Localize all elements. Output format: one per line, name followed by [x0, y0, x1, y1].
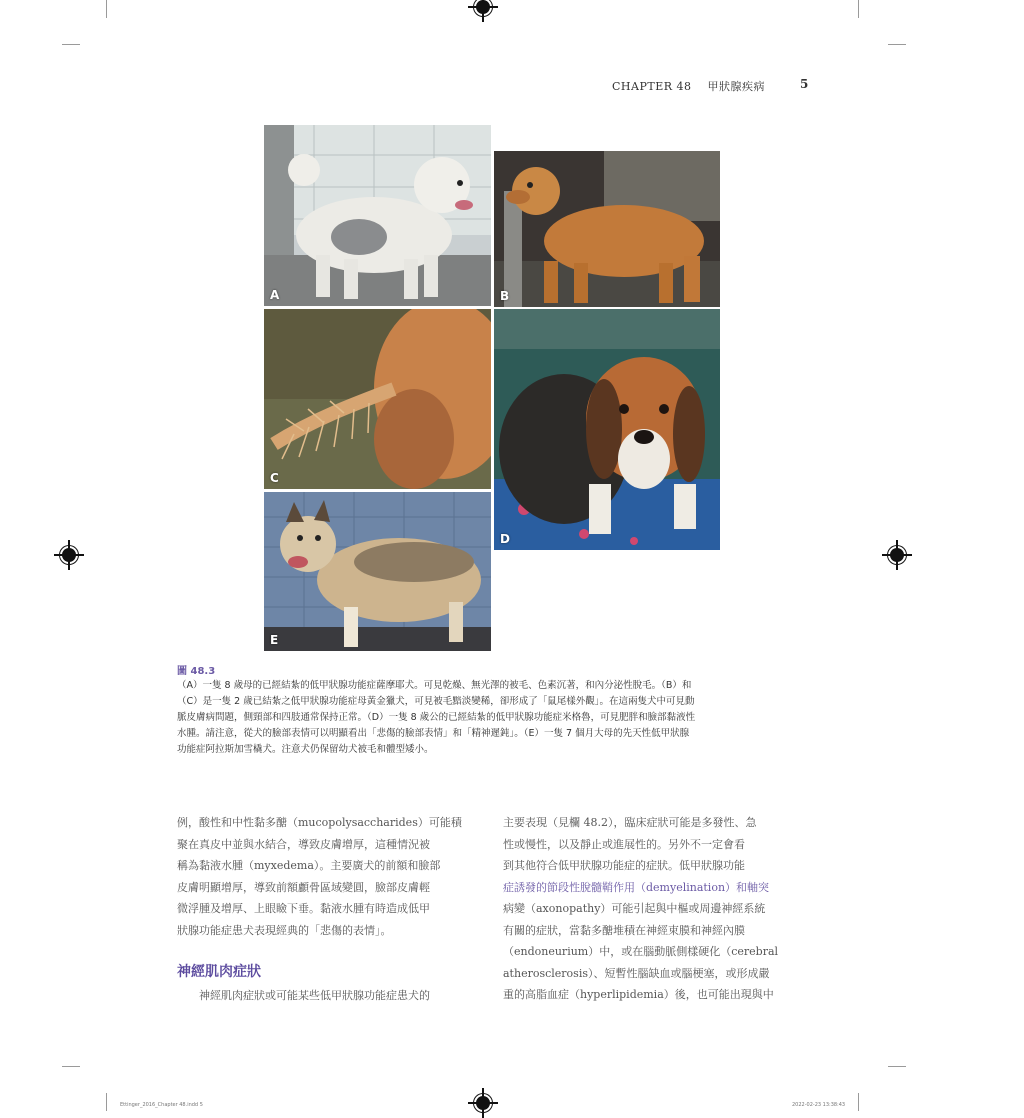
crop-mark	[62, 44, 80, 45]
body-line: 主要表現（見欄 48.2），臨床症狀可能是多發性、急	[503, 816, 757, 829]
figure-label: 圖 48.3	[177, 666, 216, 677]
right-column	[503, 812, 803, 1006]
figure-panel-a	[264, 125, 491, 306]
body-line: 稱為黏液水腫（myxedema）。主要廣犬的前額和臉部	[177, 859, 441, 872]
registration-mark-icon	[476, 1096, 490, 1110]
crop-mark	[106, 1093, 107, 1111]
body-line: 聚在真皮中並與水結合，導致皮膚增厚，這種情況被	[177, 837, 430, 851]
chapter-label: CHAPTER 48	[612, 80, 692, 93]
crop-mark	[858, 1093, 859, 1111]
section-heading: 神經肌肉症狀	[177, 964, 261, 980]
beagle-photo	[494, 309, 720, 550]
registration-mark-icon	[890, 548, 904, 562]
body-line: 有關的症狀，當黏多醣堆積在神經束膜和神經內膜	[503, 923, 745, 937]
figure-panel-c	[264, 309, 491, 489]
tail-closeup-photo	[264, 309, 491, 489]
golden-dog-photo	[494, 151, 720, 307]
registration-mark-icon	[476, 0, 490, 14]
crop-mark	[888, 44, 906, 45]
chapter-title: 甲狀腺疾病	[707, 80, 765, 93]
figure-panel-d	[494, 309, 720, 550]
figure-panel-e	[264, 492, 491, 651]
crop-mark	[62, 1066, 80, 1067]
crop-mark	[888, 1066, 906, 1067]
husky-mix-photo	[264, 492, 491, 651]
panel-letter: C	[270, 471, 279, 485]
body-line: 到其他符合低甲狀腺功能症的症狀。低甲狀腺功能	[503, 859, 745, 872]
panel-letter: E	[270, 633, 279, 647]
figure-panel-b	[494, 151, 720, 307]
body-line: 病變（axonopathy）可能引起與中樞或周邊神經系統	[503, 902, 766, 915]
running-head	[612, 78, 765, 94]
body-line: 性或慢性，以及靜止或進展性的。另外不一定會看	[503, 837, 745, 851]
white-dog-photo	[264, 125, 491, 306]
caption-line: 脈皮膚病問題，側頸部和四肢通常保持正常。（D）一隻 8 歲公的已經結紮的低甲狀腺功能症米格魯，可見肥胖和臉部黏液性	[177, 712, 696, 723]
page-number: 5	[800, 77, 809, 91]
crop-mark	[106, 0, 107, 18]
left-column-para2	[177, 985, 477, 1007]
file-slug: Ettinger_2016_Chapter 48.indd 5	[120, 1102, 203, 1108]
panel-letter: B	[500, 289, 510, 303]
body-line: 皮膚明顯增厚，導致前額顱骨區域變圓，臉部皮膚輕	[177, 880, 430, 894]
body-line: 狀腺功能症患犬表現經典的「悲傷的表情」。	[177, 923, 392, 937]
left-column	[177, 812, 477, 941]
panel-letter: A	[270, 288, 280, 302]
body-line: 重的高脂血症（hyperlipidemia）後，也可能出現與中	[503, 988, 774, 1001]
body-line: atherosclerosis）、短暫性腦缺血或腦梗塞，或形成嚴	[503, 966, 770, 980]
figure-caption	[177, 678, 809, 758]
date-slug: 2022-02-23 13:38:43	[792, 1102, 846, 1108]
registration-mark-icon	[62, 548, 76, 562]
caption-line: （C）是一隻 2 歲已結紮之低甲狀腺功能症母黃金獵犬，可見被毛黯淡變稀，卻形成了「鼠尾樣外觀」。在這兩隻犬中可見動	[177, 696, 695, 707]
body-line: （endoneurium）中，或在腦動脈側樣硬化（cerebral	[503, 945, 779, 958]
panel-letter: D	[500, 532, 510, 546]
caption-line: 功能症阿拉斯加雪橇犬。注意犬仍保留幼犬被毛和體型矮小。	[177, 744, 434, 755]
caption-line: （A）一隻 8 歲母的已經結紮的低甲狀腺功能症薩摩耶犬。可見乾燥、無光澤的被毛、色素沉著，和內分泌性脫毛。（B）和	[177, 680, 692, 691]
caption-line: 水腫。請注意，從犬的臉部表情可以明顯看出「悲傷的臉部表情」和「精神遲鈍」。（E）一隻 7 個月大母的先天性低甲狀腺	[177, 728, 690, 739]
body-line: 例，酸性和中性黏多醣（mucopolysaccharides）可能積	[177, 816, 462, 829]
crop-mark	[858, 0, 859, 18]
body-line: 微浮腫及增厚、上眼瞼下垂。黏液水腫有時造成低甲	[177, 902, 430, 915]
body-line: 症誘發的節段性脫髓鞘作用（demyelination）和軸突	[503, 880, 770, 894]
body-line: 神經肌肉症狀或可能某些低甲狀腺功能症患犬的	[199, 989, 430, 1002]
